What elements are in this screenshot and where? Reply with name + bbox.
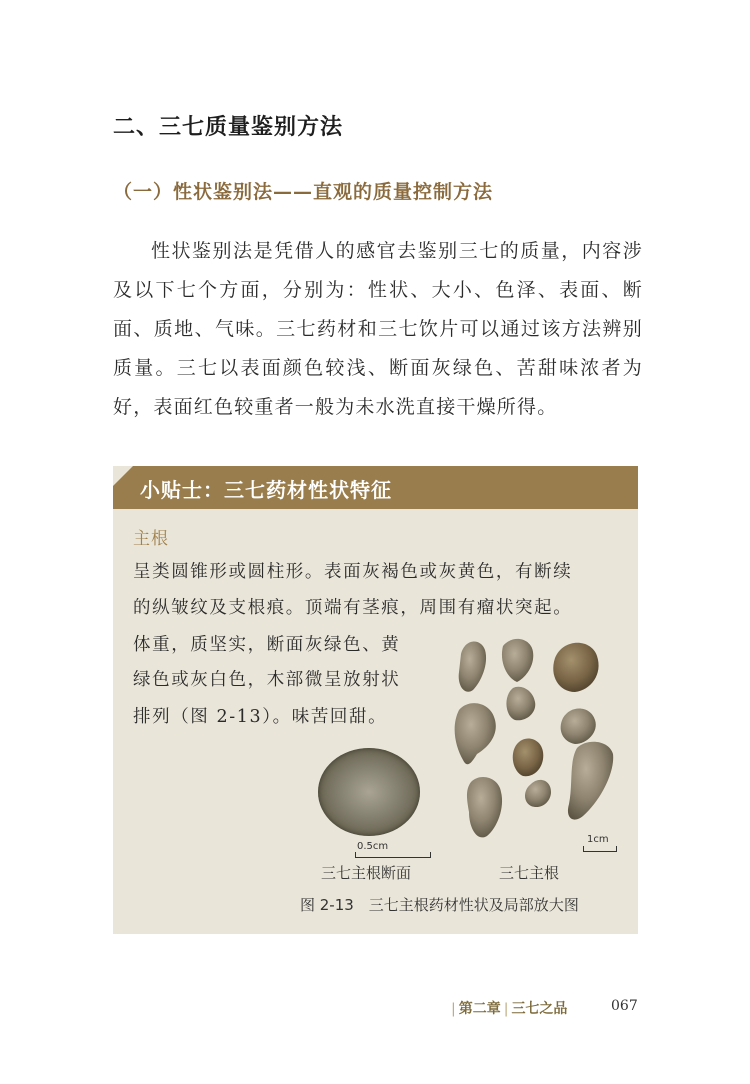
root-cross-section-image [318, 748, 420, 836]
scale-bar-right [583, 846, 617, 852]
section-title: 二、三七质量鉴别方法 [113, 114, 344, 140]
scale-label-left: 0.5cm [357, 841, 389, 852]
tip-box [113, 466, 638, 934]
scale-bar-left [355, 852, 431, 858]
tip-title: 小贴士：三七药材性状特征 [140, 478, 392, 502]
caption-main-root: 三七主根 [499, 864, 560, 882]
body-paragraph-block [113, 232, 643, 427]
tip-line: 排列（图 2-13）。味苦回甜。 [133, 707, 388, 727]
body-paragraph: 性状鉴别法是凭借人的感官去鉴别三七的质量，内容涉及以下七个方面，分别为：性状、大小、色泽、表面、断面、质地、气味。三七药材和三七饮片可以通过该方法辨别质量。三七以表面颜色较浅、断面灰绿色、苦甜味浓者为好，表面红色较重者一般为未水洗直接干燥所得。 [113, 240, 643, 418]
footer-chapter: 第二章 [458, 1001, 501, 1017]
tip-line: 的纵皱纹及支根痕。顶端有茎痕，周围有瘤状突起。 [133, 598, 573, 618]
page-number: 067 [611, 998, 638, 1014]
tip-subtitle: 主根 [133, 529, 169, 549]
scale-label-right: 1cm [587, 834, 609, 845]
page-footer [448, 998, 567, 1018]
tip-line: 体重，质坚实，断面灰绿色、黄 [133, 635, 401, 655]
tip-line: 呈类圆锥形或圆柱形。表面灰褐色或灰黄色，有断续 [133, 562, 573, 582]
tip-line: 绿色或灰白色，木部微呈放射状 [133, 670, 401, 690]
footer-book-title: 三七之品 [511, 1001, 568, 1017]
footer-separator: | [451, 1001, 456, 1017]
subsection-title: （一）性状鉴别法——直观的质量控制方法 [113, 181, 494, 203]
caption-cross-section: 三七主根断面 [321, 864, 412, 882]
figure-caption: 图 2-13 三七主根药材性状及局部放大图 [300, 896, 579, 914]
main-roots-image [451, 632, 626, 847]
footer-separator: | [503, 1001, 509, 1017]
